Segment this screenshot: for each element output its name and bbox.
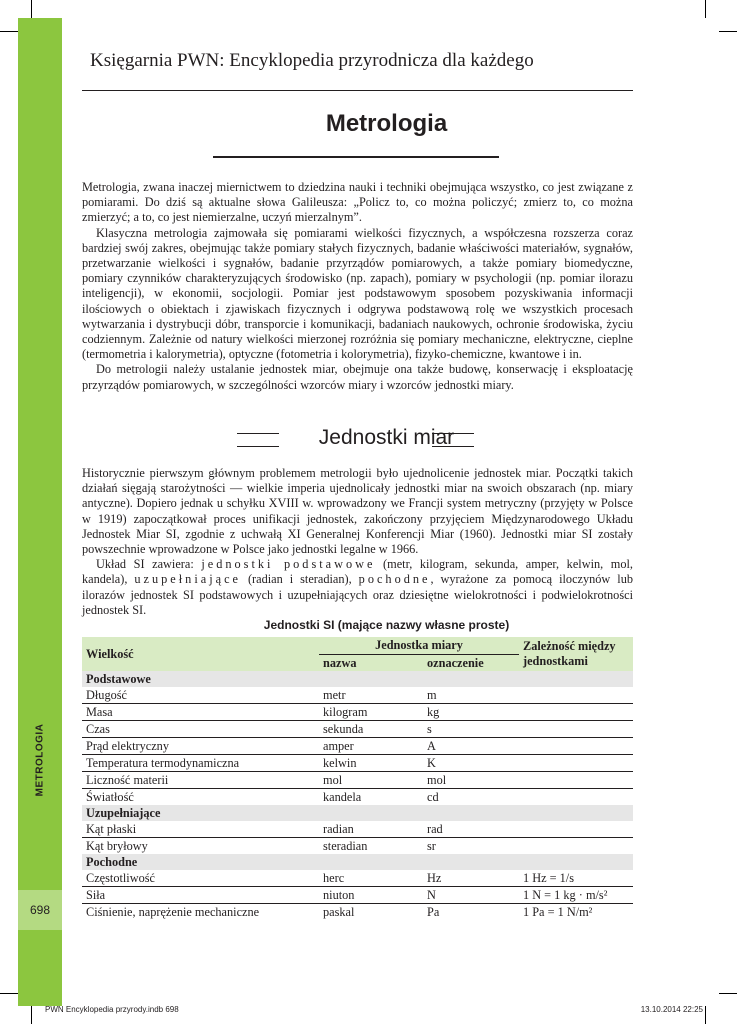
paragraph: Metrologia, zwana inaczej miernictwem to dziedzina nauki i techniki obejmująca wszystko, co jest związane z pomiarami. Do dziś są aktualne słowa Galileusza: „Policz to, co można policzyć; zmierz to, co można zmierzyć; a to, co jest niemierzalne, uczyń mierzalnym”.: [82, 180, 633, 225]
cell-quantity: Długość: [82, 687, 319, 704]
cell-relation: 1 N = 1 kg · m/s²: [519, 887, 633, 904]
cell-quantity: Prąd elektryczny: [82, 738, 319, 755]
cell-symbol: N: [423, 887, 519, 904]
cell-quantity: Ciśnienie, naprężenie mechaniczne: [86, 905, 260, 919]
sidebar-section-label: METROLOGIA: [34, 723, 46, 797]
crop-mark: [719, 993, 737, 994]
cell-name: kandela: [323, 790, 362, 804]
header-name: nazwa: [319, 654, 423, 671]
paragraph: Układ SI zawiera: jednostki podstawowe (metr, kilogram, sekunda, amper, kelwin, mol, kandela), uzupełniające (radian i steradian), pochodne, wyrażone za pomocą iloczynów lub ilorazów jednostek SI podstawowych i uzupełniających oraz dziesiętne wielokrotności i podwielokrotności jednostek SI.: [82, 557, 633, 617]
paragraph: Do metrologii należy ustalanie jednostek miar, obejmuje ona także budowę, konserwację i eksploatację przyrządów pomiarowych, w szczególności wzorców miary i wzorców jednostki miary.: [82, 362, 633, 392]
cell-relation: 1 Pa = 1 N/m²: [523, 905, 593, 919]
emphasized-term: jednostki podstawowe: [201, 557, 376, 572]
table-row: [82, 838, 633, 855]
header-relation: Zależność między jednostkami: [519, 637, 633, 671]
cell-quantity: Temperatura termodynamiczna: [82, 755, 319, 772]
cell-quantity: Czas: [82, 721, 319, 738]
running-title: Księgarnia PWN: Encyklopedia przyrodnicza dla każdego: [90, 50, 534, 71]
header-unit-group: Jednostka miary: [319, 637, 519, 654]
cell-name: amper: [319, 738, 423, 755]
cell-symbol: A: [423, 738, 519, 755]
cell-relation: [519, 721, 633, 738]
cell-name: mol: [319, 772, 423, 789]
section-heading: Jednostki miar: [318, 426, 455, 449]
crop-mark: [31, 1006, 32, 1024]
cell-relation: [519, 738, 633, 755]
table-section-row: [82, 854, 633, 870]
cell-relation: [519, 772, 633, 789]
header-symbol: oznaczenie: [423, 654, 519, 671]
section-label: Podstawowe: [82, 671, 633, 687]
cell-name: steradian: [323, 839, 368, 853]
cell-quantity: Kąt płaski: [82, 821, 319, 838]
cell-quantity: Światłość: [86, 790, 134, 804]
cell-symbol: m: [423, 687, 519, 704]
table-row: [82, 687, 633, 704]
cell-symbol: rad: [423, 821, 519, 838]
table-row: [82, 904, 633, 921]
cell-relation: [519, 704, 633, 721]
table-body: [82, 671, 633, 920]
cell-symbol: cd: [427, 790, 439, 804]
table-row: [82, 772, 633, 789]
table-row: [82, 738, 633, 755]
crop-mark: [705, 1006, 706, 1024]
cell-symbol: Hz: [423, 870, 519, 887]
crop-mark: [719, 31, 737, 32]
section-label: Pochodne: [82, 854, 633, 870]
cell-relation: [519, 789, 633, 806]
cell-relation: 1 Hz = 1/s: [519, 870, 633, 887]
cell-symbol: mol: [423, 772, 519, 789]
paragraph: Historycznie pierwszym głównym problemem metrologii było ujednolicenie jednostek miar. Początki takich działań sięgają starożytności — wielkie imperia ujednolicały jednostki miar na swoich obszarach (np. miary antyczne). Dopiero jednak u schyłku XVIII w. wprowadzony we Francji system metryczny (przyjęty w Polsce w 1919) zapoczątkował proces unifikacji jednostek, zakończony przyjęciem Międzynarodowego Układu Jednostek Miar SI, zgodnie z uchwałą XI Generalnej Konferencji Miar (1960). Jednostki miar SI zostały powszechnie wprowadzone w Polsce jako jednostki legalne w 1966.: [82, 466, 633, 557]
table-row: [82, 721, 633, 738]
cell-name: metr: [319, 687, 423, 704]
table-row: [82, 755, 633, 772]
cell-relation: [519, 687, 633, 704]
sidebar-color-bar: [18, 18, 62, 1006]
cell-quantity: Kąt bryłowy: [86, 839, 148, 853]
crop-mark: [0, 993, 18, 994]
section-text: [82, 466, 633, 618]
intro-text: [82, 180, 633, 393]
table-section-row: [82, 805, 633, 821]
cell-relation: [519, 755, 633, 772]
cell-name: herc: [319, 870, 423, 887]
crop-mark: [31, 0, 32, 18]
table-caption: Jednostki SI (mające nazwy własne proste): [263, 618, 510, 632]
header-quantity: Wielkość: [82, 637, 319, 671]
paragraph: Klasyczna metrologia zajmowała się pomiarami wielkości fizycznych, a współczesna rozszerza coraz bardziej swój zakres, obejmując także pomiary stałych fizycznych, badanie właściwości materiałów, sygnałów, przetwarzanie wielkości i sygnałów, badanie przyrządów pomiarowych, a także pomiary biomedyczne, pomiary czynników charakteryzujących środowisko (np. zapach), pomiary w psychologii (np. pomiar ilorazu inteligencji), w ekonomii, socjologii. Pomiar jest podstawowym sposobem pozyskiwania informacji ilościowych o obiektach i zjawiskach fizycznych i odgrywa podstawową rolę we wszystkich procesach wytwarzania i dystrybucji dóbr, transporcie i komunikacji, badaniach naukowych, ochronie środowiska, życiu codziennym. Zależnie od natury wielkości mierzonej rozróżnia się pomiary mechaniczne, elektryczne, cieplne (termometria i kalorymetria), optyczne (fotometria i kolorymetria), fizyko-chemiczne, kwantowe i in.: [82, 225, 633, 362]
table-row: [82, 870, 633, 887]
table-row: [82, 821, 633, 838]
cell-name: kelwin: [319, 755, 423, 772]
cell-symbol: s: [423, 721, 519, 738]
cell-relation: [519, 821, 633, 838]
cell-name: sekunda: [319, 721, 423, 738]
table-row: [82, 887, 633, 904]
cell-symbol: kg: [423, 704, 519, 721]
table-section-row: [82, 671, 633, 687]
cell-name: paskal: [323, 905, 355, 919]
crop-mark: [705, 0, 706, 18]
cell-quantity: Częstotliwość: [82, 870, 319, 887]
cell-name: kilogram: [319, 704, 423, 721]
cell-quantity: Siła: [82, 887, 319, 904]
page-number: 698: [29, 903, 51, 917]
footer-filename: PWN Encyklopedia przyrody.indb 698: [45, 1005, 179, 1014]
emphasized-term: pochodne: [358, 572, 431, 587]
cell-relation: [519, 838, 633, 855]
table-row: [82, 789, 633, 806]
cell-symbol: sr: [427, 839, 436, 853]
header-rule: [82, 90, 633, 91]
cell-quantity: Masa: [82, 704, 319, 721]
cell-quantity: Liczność materii: [82, 772, 319, 789]
cell-symbol: K: [423, 755, 519, 772]
table-row: [82, 704, 633, 721]
cell-name: niuton: [319, 887, 423, 904]
title-underline: [213, 156, 499, 158]
cell-name: radian: [319, 821, 423, 838]
crop-mark: [0, 31, 18, 32]
article-title: Metrologia: [325, 110, 448, 137]
footer-date: 13.10.2014 22:25: [640, 1005, 703, 1014]
section-label: Uzupełniające: [82, 805, 633, 821]
si-units-table: [82, 637, 633, 920]
emphasized-term: uzupełniające: [134, 572, 241, 587]
cell-symbol: Pa: [427, 905, 440, 919]
